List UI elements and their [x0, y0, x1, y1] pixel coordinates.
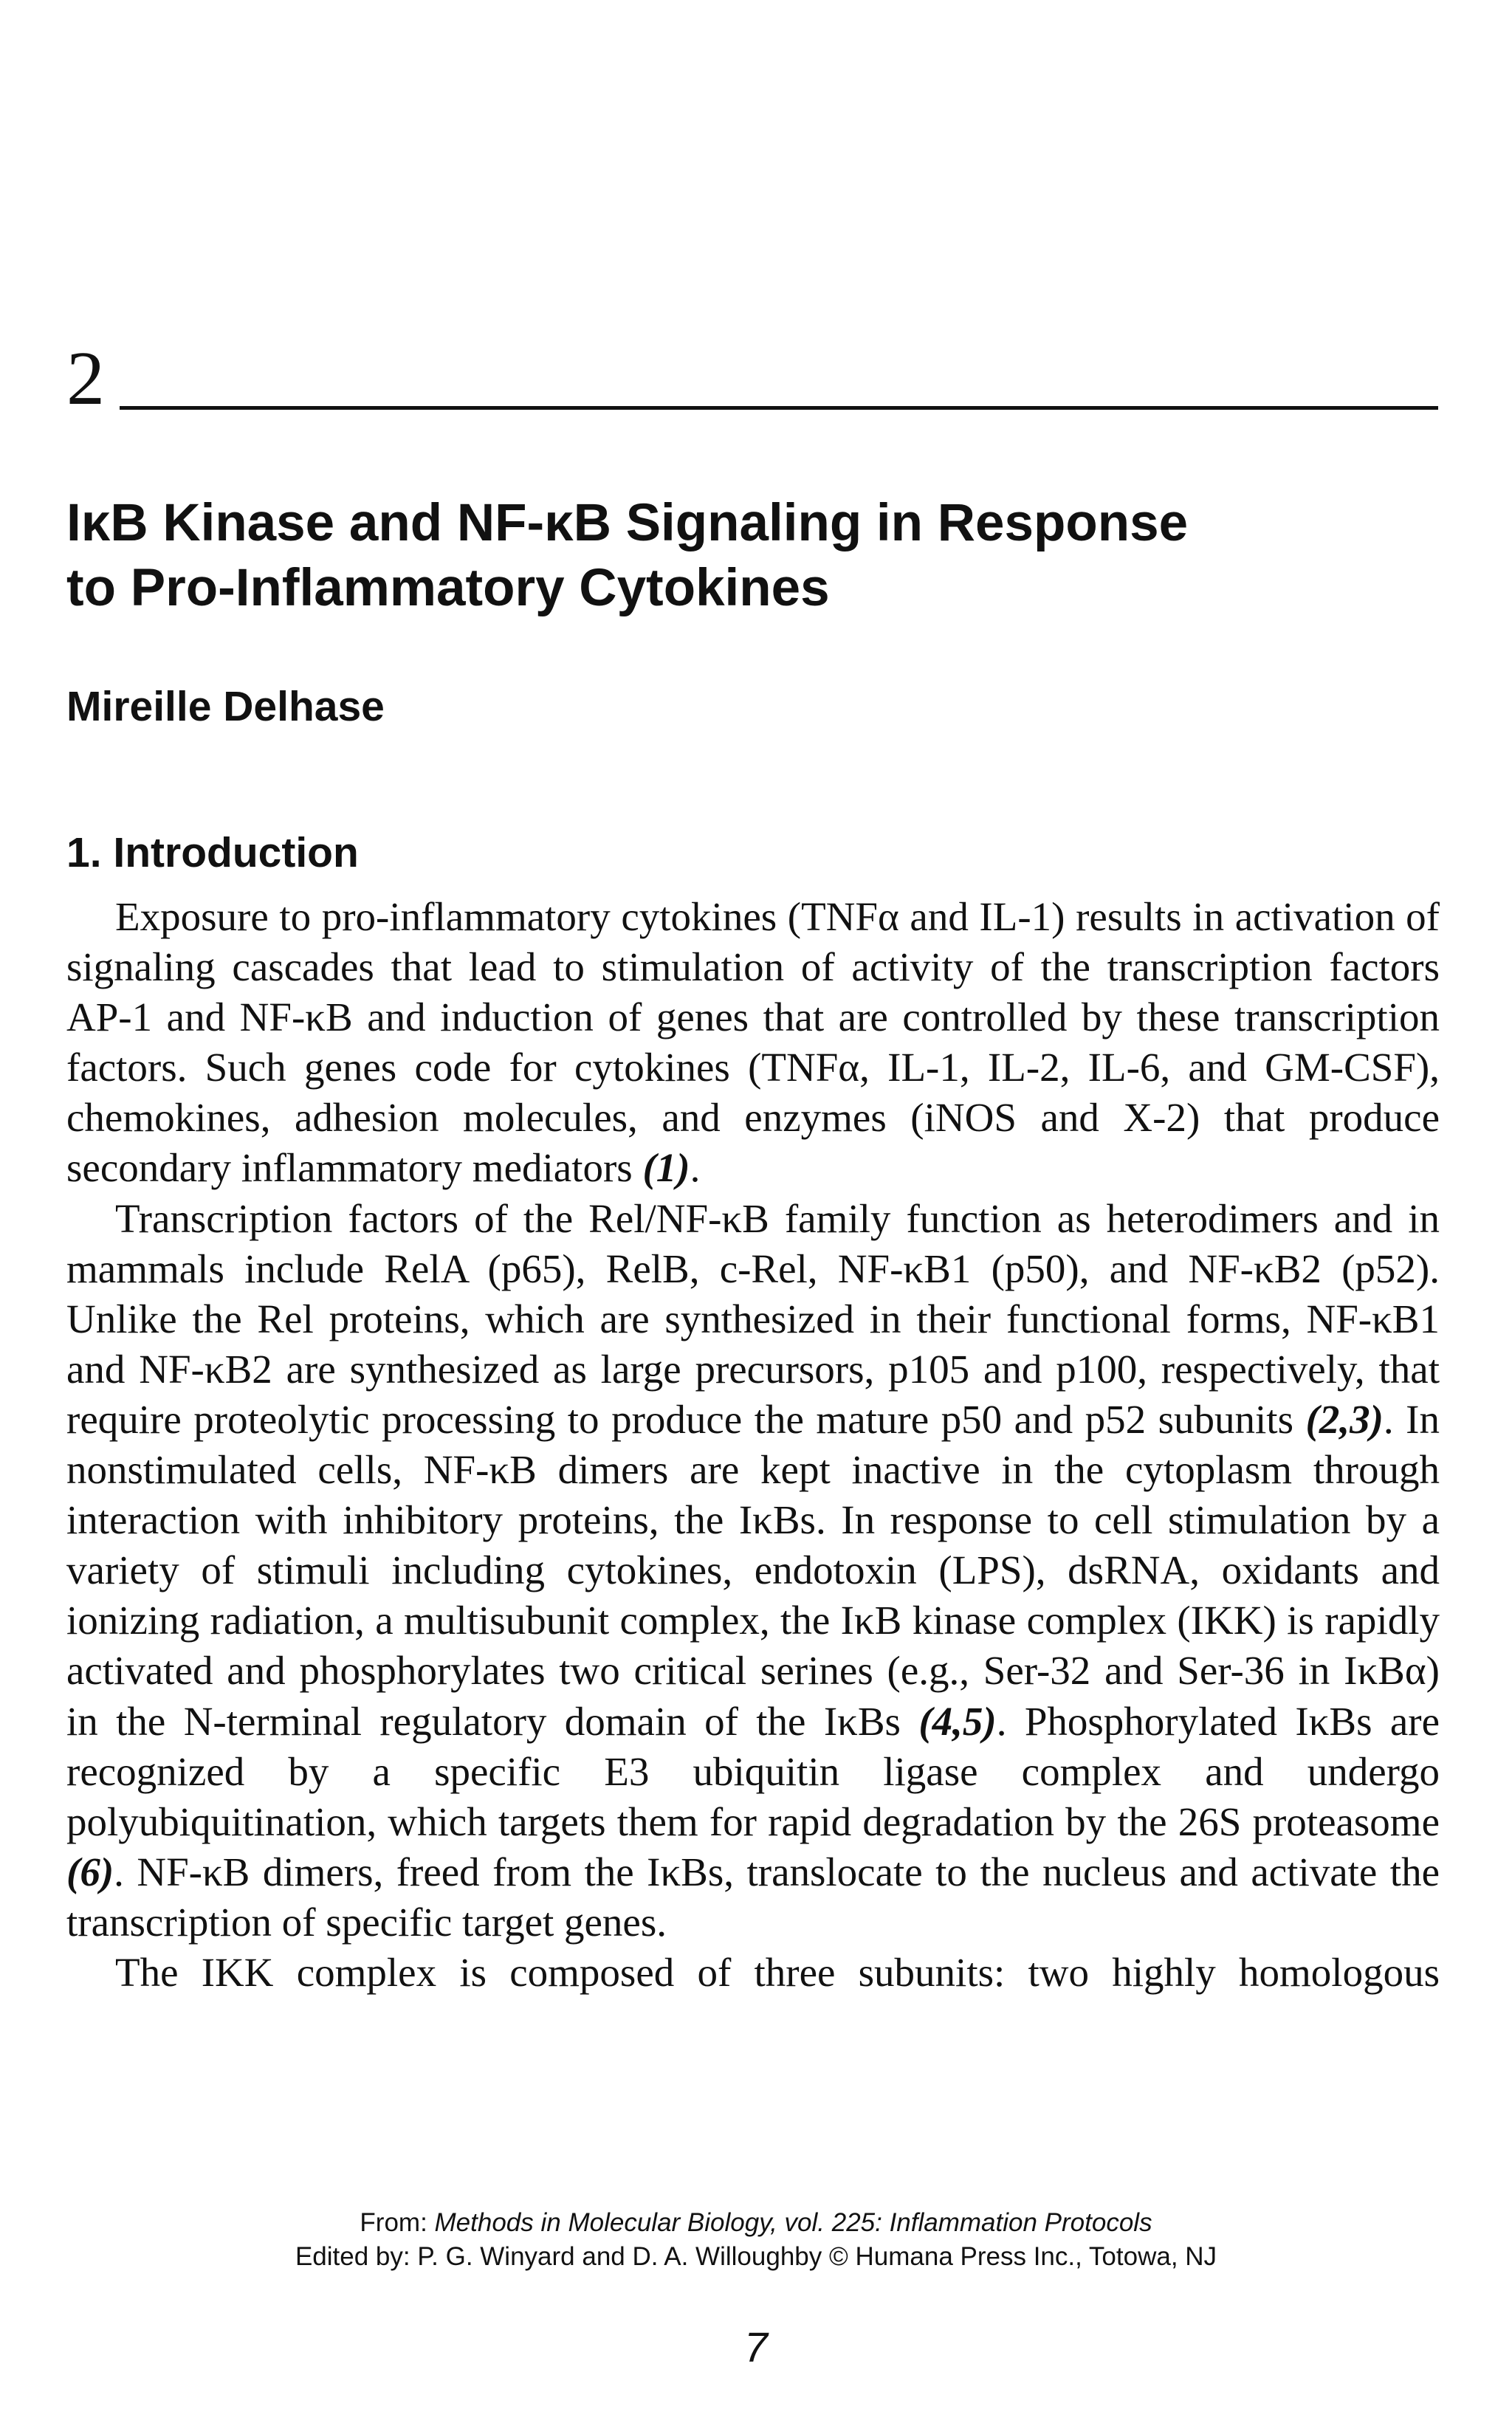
section-heading: 1. Introduction — [66, 829, 359, 876]
chapter-title-line-2: to Pro-Inflammatory Cytokines — [66, 559, 830, 617]
reference-citation: (1) — [642, 1145, 690, 1191]
chapter-title — [66, 491, 1395, 621]
body-text — [66, 892, 1440, 1998]
reference-citation: (2,3) — [1305, 1396, 1384, 1442]
reference-citation: (6) — [66, 1849, 114, 1894]
paragraph-2-text-b: . In nonstimulated cells, NF-κB dimers are kept inactive in the cytoplasm through interaction with inhibitory proteins, the IκBs. In response to cell stimulation by a variety of stimuli including cytokines, endotoxin (LPS), dsRNA, oxidants and ionizing radiation, a multisubunit complex, the IκB kinase complex (IKK) is rapidly activated and phosphorylates two critical serines (e.g., Ser-32 and Ser-36 in IκBα) in the N-terminal regulatory domain of the IκBs — [66, 1396, 1440, 1744]
source-footer — [0, 2206, 1512, 2274]
paragraph-2-text-d: . NF-κB dimers, freed from the IκBs, translocate to the nucleus and activate the transcription of specific target genes. — [66, 1849, 1440, 1945]
paragraph-1 — [66, 892, 1440, 1194]
paragraph-2-text-c: . Phosphorylated IκBs are recognized by a specific E3 ubiquitin ligase complex and undergo polyubiquitination, which targets them for rapid degradation by the 26S proteasome — [66, 1698, 1440, 1844]
footer-from-label: From: — [360, 2208, 435, 2237]
chapter-number: 2 — [66, 336, 105, 421]
reference-citation: (4,5) — [918, 1698, 997, 1744]
paragraph-1-text-a: Exposure to pro-inflammatory cytokines (TNFα and IL-1) results in activation of signaling cascades that lead to stimulation of activity of the transcription factors AP-1 and NF-κB and induction of genes that are controlled by these transcription factors. Such genes code for cytokines (TNFα, IL-1, IL-2, IL-6, and GM-CSF), chemokines, adhesion molecules, and enzymes (iNOS and X-2) that produce secondary inflammatory mediators — [66, 894, 1440, 1191]
footer-line-1 — [0, 2206, 1512, 2240]
paragraph-2 — [66, 1194, 1440, 1948]
chapter-header — [66, 336, 1446, 421]
paragraph-2-text-a: Transcription factors of the Rel/NF-κB family function as heterodimers and in mammals include RelA (p65), RelB, c-Rel, NF-κB1 (p50), and NF-κB2 (p52). Unlike the Rel proteins, which are synthesized in their functional forms, NF-κB1 and NF-κB2 are synthesized as large precursors, p105 and p100, respectively, that require proteolytic processing to produce the mature p50 and p52 subunits — [66, 1195, 1440, 1442]
chapter-rule — [120, 406, 1438, 410]
author-name: Mireille Delhase — [66, 683, 385, 730]
page-number: 7 — [744, 2324, 768, 2371]
footer-line-2: Edited by: P. G. Winyard and D. A. Willoughby © Humana Press Inc., Totowa, NJ — [295, 2242, 1217, 2271]
paragraph-1-text-b: . — [690, 1145, 701, 1191]
footer-book-title: Methods in Molecular Biology, vol. 225: Inflammation Protocols — [434, 2208, 1152, 2237]
paragraph-3 — [66, 1948, 1440, 1998]
paragraph-3-text-a: The IKK complex is composed of three subunits: two highly homologous — [115, 1949, 1440, 1995]
chapter-title-line-1: IκB Kinase and NF-κB Signaling in Response — [66, 494, 1189, 552]
